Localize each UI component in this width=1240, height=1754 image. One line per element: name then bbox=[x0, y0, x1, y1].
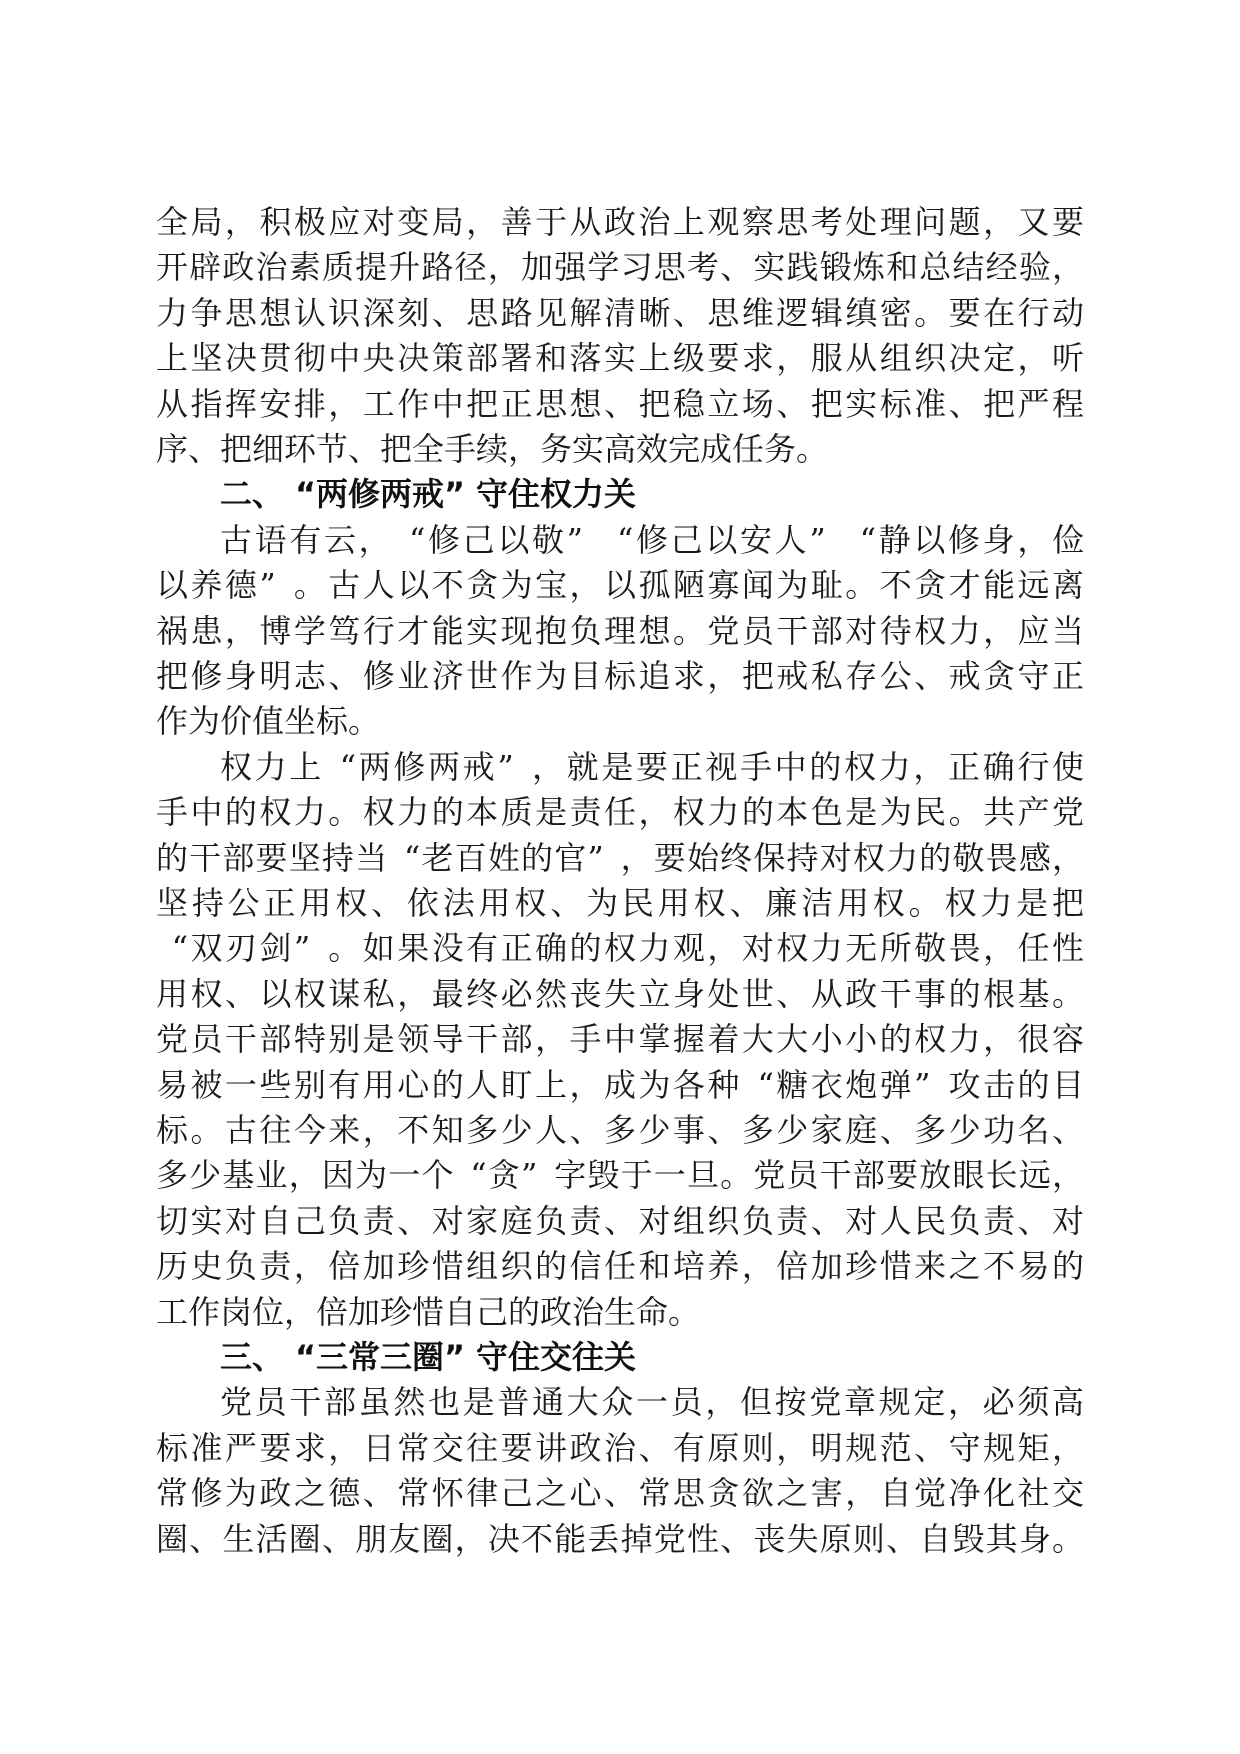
body-text-line: 以 养 德 ” 。 古 人 以 不 贪 为 宝 ， 以 孤 陋 寡 闻 为 耻 。 不 贪 才 能 远 离 bbox=[156, 566, 1085, 605]
section-heading: 二 、 “ 两 修 两 戒 ” 守 住 权 力 关 bbox=[220, 475, 637, 514]
body-text-line: 权 力 上 “ 两 修 两 戒 ” ， 就 是 要 正 视 手 中 的 权 力 ， 正 确 行 使 bbox=[220, 747, 1085, 786]
body-text-line: 的 干 部 要 坚 持 当 “ 老 百 姓 的 官 ” ， 要 始 终 保 持 对 权 力 的 敬 畏 感 ， bbox=[156, 838, 1085, 877]
body-text-line: 用 权 、 以 权 谋 私 ， 最 终 必 然 丧 失 立 身 处 世 、 从 政 干 事 的 根 基 。 bbox=[156, 974, 1085, 1013]
body-text-line: 易 被 一 些 别 有 用 心 的 人 盯 上 ， 成 为 各 种 “ 糖 衣 炮 弹 ” 攻 击 的 目 bbox=[156, 1065, 1085, 1104]
body-text-line: 全 局 ， 积 极 应 对 变 局 ， 善 于 从 政 治 上 观 察 思 考 处 理 问 题 ， 又 要 bbox=[156, 203, 1085, 241]
body-text-line: 开 辟 政 治 素 质 提 升 路 径 ， 加 强 学 习 思 考 、 实 践 锻 炼 和 总 结 经 验 ， bbox=[156, 248, 1085, 287]
body-text-line: 圈 、 生 活 圈 、 朋 友 圈 ， 决 不 能 丢 掉 党 性 、 丧 失 原 则 、 自 毁 其 身 。 bbox=[156, 1519, 1085, 1558]
body-text-line: 党 员 干 部 特 别 是 领 导 干 部 ， 手 中 掌 握 着 大 大 小 小 的 权 力 ， 很 容 bbox=[156, 1020, 1085, 1059]
body-text-line: 作 为 价 值 坐 标 。 bbox=[156, 702, 381, 741]
body-text-line: 序 、 把 细 环 节 、 把 全 手 续 ， 务 实 高 效 完 成 任 务 。 bbox=[156, 430, 829, 468]
body-text-line: 手 中 的 权 力 。 权 力 的 本 质 是 责 任 ， 权 力 的 本 色 是 为 民 。 共 产 党 bbox=[156, 793, 1085, 832]
body-text-line: 上 坚 决 贯 彻 中 央 决 策 部 署 和 落 实 上 级 要 求 ， 服 从 组 织 决 定 ， 听 bbox=[156, 339, 1085, 378]
body-text-line: 力 争 思 想 认 识 深 刻 、 思 路 见 解 清 晰 、 思 维 逻 辑 缜 密 。 要 在 行 动 bbox=[156, 293, 1085, 332]
body-text-line: 祸 患 ， 博 学 笃 行 才 能 实 现 抱 负 理 想 。 党 员 干 部 对 待 权 力 ， 应 当 bbox=[156, 611, 1085, 650]
body-text-line: 常 修 为 政 之 德 、 常 怀 律 己 之 心 、 常 思 贪 欲 之 害 ， 自 觉 净 化 社 交 bbox=[156, 1474, 1085, 1513]
section-heading: 三 、 “ 三 常 三 圈 ” 守 住 交 往 关 bbox=[220, 1338, 637, 1376]
body-text-line: 标 。 古 往 今 来 ， 不 知 多 少 人 、 多 少 事 、 多 少 家 庭 、 多 少 功 名 、 bbox=[156, 1111, 1085, 1149]
body-text-line: 从 指 挥 安 排 ， 工 作 中 把 正 思 想 、 把 稳 立 场 、 把 实 标 准 、 把 严 程 bbox=[156, 384, 1085, 423]
body-text-line: “ 双 刃 剑 ” 。 如 果 没 有 正 确 的 权 力 观 ， 对 权 力 无 所 敬 畏 ， 任 性 bbox=[171, 929, 1085, 968]
body-text-line: 多 少 基 业 ， 因 为 一 个 “ 贪 ” 字 毁 于 一 旦 。 党 员 干 部 要 放 眼 长 远 ， bbox=[156, 1156, 1085, 1195]
body-text-line: 把 修 身 明 志 、 修 业 济 世 作 为 目 标 追 求 ， 把 戒 私 存 公 、 戒 贪 守 正 bbox=[156, 657, 1085, 695]
body-text-line: 坚 持 公 正 用 权 、 依 法 用 权 、 为 民 用 权 、 廉 洁 用 权 。 权 力 是 把 bbox=[156, 884, 1085, 922]
body-text-line: 标 准 严 要 求 ， 日 常 交 往 要 讲 政 治 、 有 原 则 ， 明 规 范 、 守 规 矩 ， bbox=[156, 1428, 1085, 1467]
body-text-line: 古 语 有 云 ， “ 修 己 以 敬 ” “ 修 己 以 安 人 ” “ 静 以 修 身 ， 俭 bbox=[220, 520, 1085, 559]
body-text-line: 工 作 岗 位 ， 倍 加 珍 惜 自 己 的 政 治 生 命 。 bbox=[156, 1292, 701, 1331]
body-text-line: 切 实 对 自 己 负 责 、 对 家 庭 负 责 、 对 组 织 负 责 、 对 人 民 负 责 、 对 bbox=[156, 1201, 1085, 1240]
body-text-line: 党 员 干 部 虽 然 也 是 普 通 大 众 一 员 ， 但 按 党 章 规 定 ， 必 须 高 bbox=[220, 1383, 1085, 1422]
body-text-line: 历 史 负 责 ， 倍 加 珍 惜 组 织 的 信 任 和 培 养 ， 倍 加 珍 惜 来 之 不 易 的 bbox=[156, 1247, 1085, 1286]
